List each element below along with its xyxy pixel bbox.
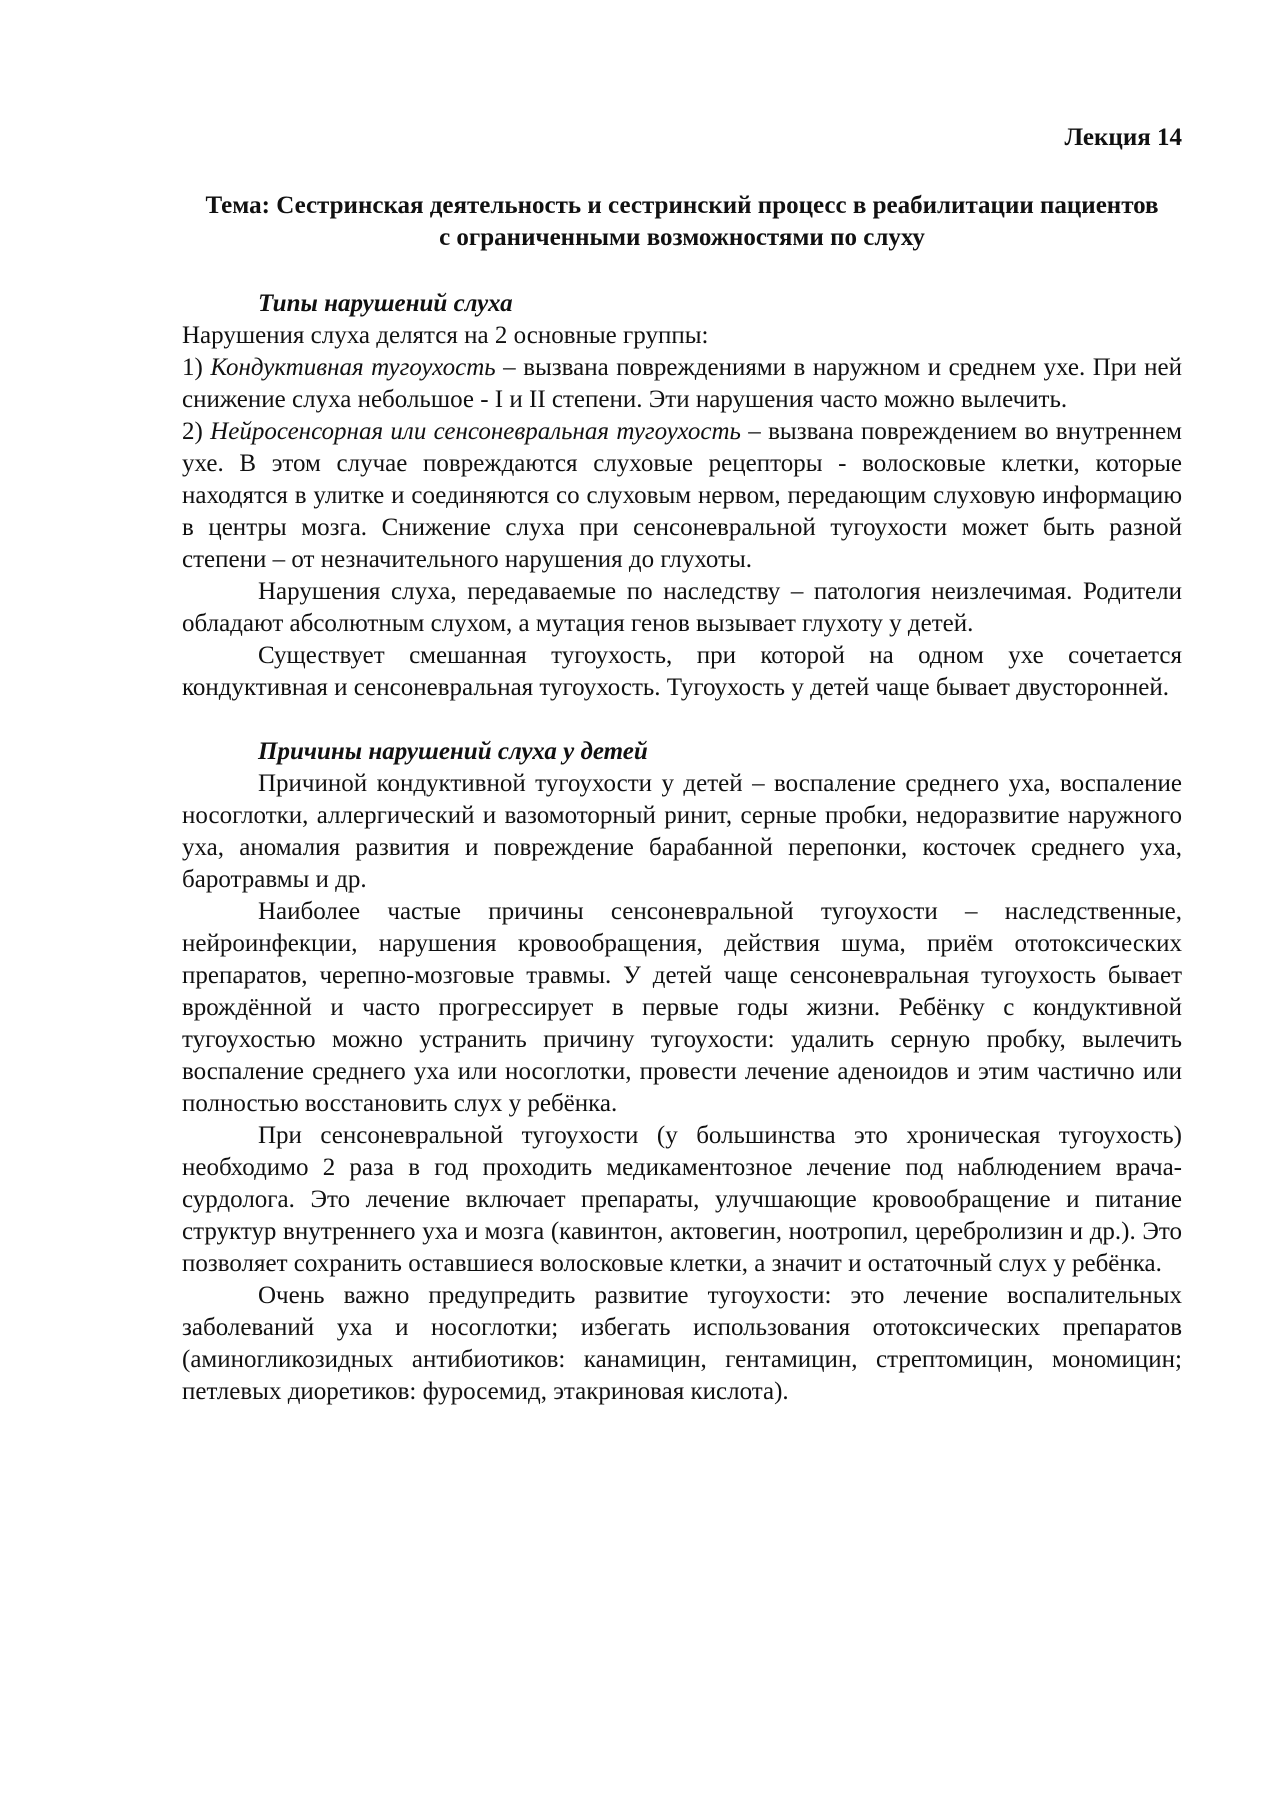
- document-title: Тема: Сестринская деятельность и сестринский процесс в реабилитации пациентов с ограниченными возможностями по слуху: [205, 192, 1159, 251]
- list-item-conductive: [182, 352, 1182, 416]
- document-body: [182, 122, 1182, 1408]
- paragraph-mixed-hearing-loss: Существует смешанная тугоухость, при которой на одном ухе сочетается кондуктивная и сенсоневральная тугоухость. Тугоухость у детей чаще бывает двусторонней.: [182, 642, 1182, 701]
- paragraph-treatment: При сенсоневральной тугоухости (у большинства это хроническая тугоухость) необходимо 2 раза в год проходить медикаментозное лечение под наблюдением врача-сурдолога. Это лечение включает препараты, улучшающие кровообращение и питание структур внутреннего уха и мозга (кавинтон, актовегин, ноотропил, церебролизин и др.). Это позволяет сохранить оставшиеся волосковые клетки, а значит и остаточный слух у ребёнка.: [182, 1122, 1182, 1277]
- term-conductive-hearing-loss: Кондуктивная тугоухость: [210, 354, 496, 381]
- section-heading-hearing-loss-types: Типы нарушений слуха: [258, 290, 513, 317]
- paragraph-prevention: Очень важно предупредить развитие тугоухости: это лечение воспалительных заболеваний уха и носоглотки; избегать использования ототоксических препаратов (аминогликозидных антибиотиков: канамицин, гентамицин, стрептомицин, мономицин; петлевых диоретиков: фуросемид, этакриновая кислота).: [182, 1282, 1182, 1405]
- list-item-number: 2): [182, 418, 203, 445]
- paragraph-heredity: Нарушения слуха, передаваемые по наследству – патология неизлечимая. Родители обладают абсолютным слухом, а мутация генов вызывает глухоту у детей.: [182, 578, 1182, 637]
- paragraph-groups-intro: Нарушения слуха делятся на 2 основные группы:: [182, 322, 709, 349]
- lecture-number: Лекция 14: [1064, 124, 1182, 151]
- list-item-sensorineural: [182, 416, 1182, 576]
- paragraph-conductive-causes: Причиной кондуктивной тугоухости у детей – воспаление среднего уха, воспаление носоглотки, аллергический и вазомоторный ринит, серные пробки, недоразвитие наружного уха, аномалия развития и повреждение барабанной перепонки, косточек среднего уха, баротравмы и др.: [182, 770, 1182, 893]
- list-item-text: – вызвана повреждением во внутреннем ухе. В этом случае повреждаются слуховые рецепторы - волосковые клетки, которые находятся в улитке и соединяются со слуховым нервом, передающим слуховую информацию в центры мозга. Снижение слуха при сенсоневральной тугоухости может быть разной степени – от незначительного нарушения до глухоты.: [182, 418, 1182, 573]
- term-sensorineural-hearing-loss: Нейросенсорная или сенсоневральная тугоухость: [210, 418, 741, 445]
- list-item-text: – вызвана повреждениями в наружном и среднем ухе. При ней снижение слуха небольшое - I и II степени. Эти нарушения часто можно вылечить.: [182, 354, 1183, 413]
- section-heading-causes-in-children: Причины нарушений слуха у детей: [258, 738, 648, 765]
- paragraph-sensorineural-causes: Наиболее частые причины сенсоневральной тугоухости – наследственные, нейроинфекции, нарушения кровообращения, действия шума, приём ототоксических препаратов, черепно-мозговые травмы. У детей чаще сенсоневральная тугоухость бывает врождённой и часто прогрессирует в первые годы жизни. Ребёнку с кондуктивной тугоухостью можно устранить причину тугоухости: удалить серную пробку, вылечить воспаление среднего уха или носоглотки, провести лечение аденоидов и этим частично или полностью восстановить слух у ребёнка.: [182, 898, 1182, 1117]
- list-item-number: 1): [182, 354, 203, 381]
